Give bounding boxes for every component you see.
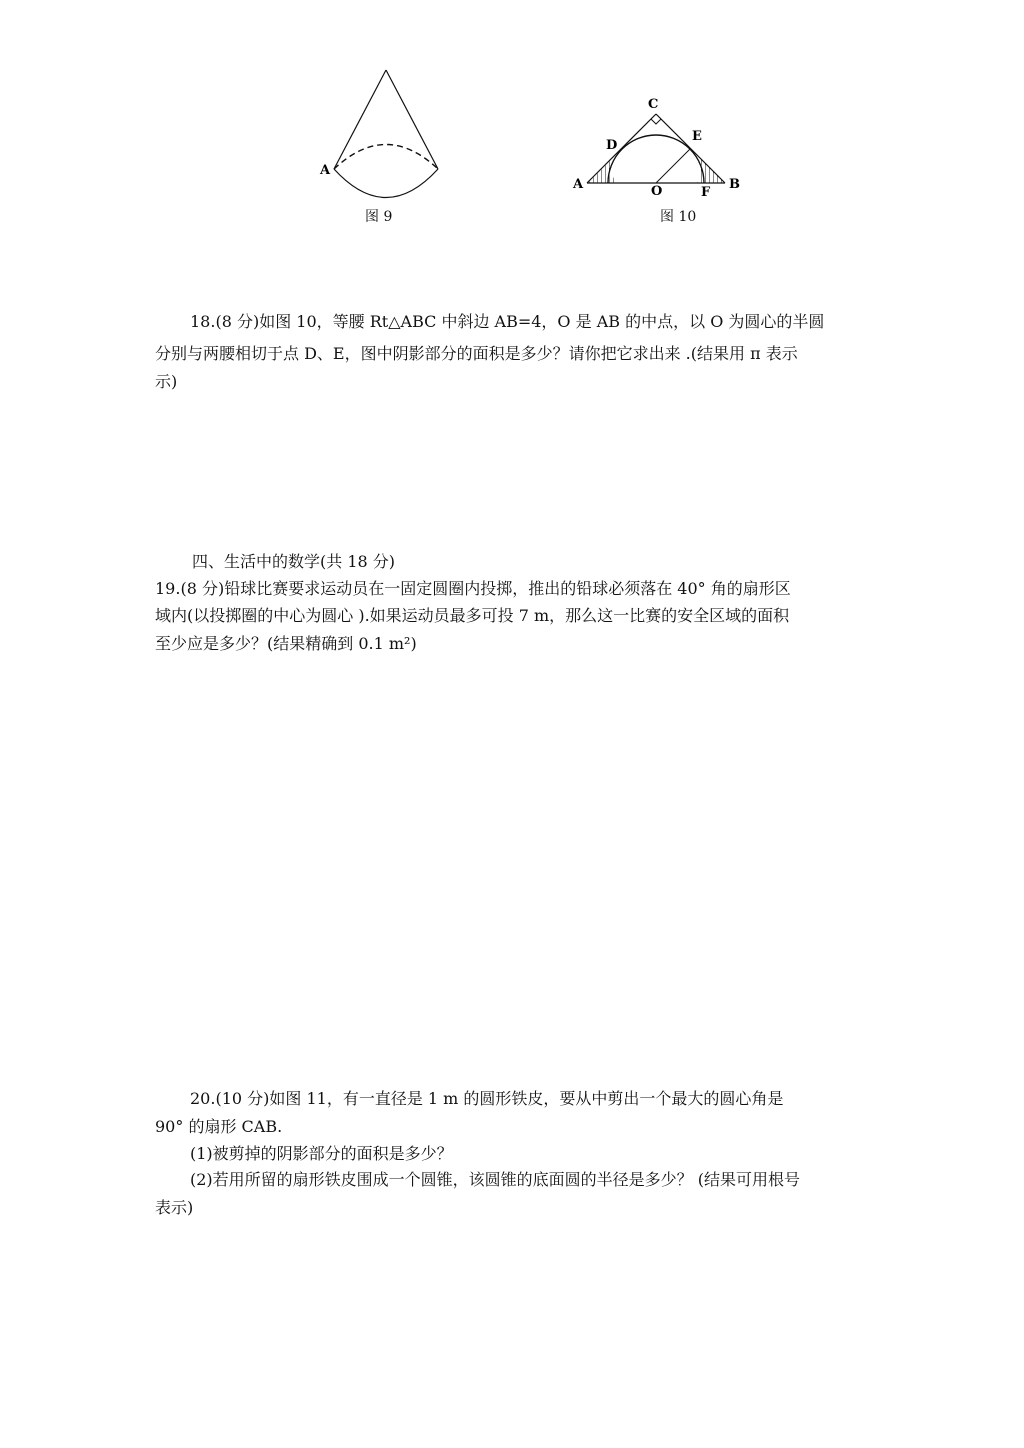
point-f-label: F — [701, 185, 711, 200]
question-20-line-2: 90° 的扇形 CAB. — [155, 1117, 283, 1136]
question-20-sub-1: (1)被剪掉的阴影部分的面积是多少？ — [190, 1144, 453, 1163]
question-18-line-2: 分别与两腰相切于点 D、E，图中阴影部分的面积是多少？请你把它求出来 .(结果用 π 表示 — [155, 344, 798, 363]
question-20-sub-2: (2)若用所留的扇形铁皮围成一个圆锥，该圆锥的底面圆的半径是多少？ (结果可用根号 — [190, 1170, 800, 1189]
point-d-label: D — [606, 138, 618, 153]
point-c-label: C — [648, 97, 659, 112]
question-19-line-1: 19.(8 分)铅球比赛要求运动员在一固定圆圈内投掷，推出的铅球必须落在 40° 角的扇形区 — [155, 579, 791, 598]
point-b-label: B — [729, 177, 740, 192]
figure-10-caption: 图 10 — [660, 209, 697, 225]
triangle-semicircle-diagram — [565, 90, 755, 200]
figure-9 — [310, 60, 460, 230]
figure-10 — [565, 90, 755, 200]
point-e-label: E — [692, 129, 702, 144]
question-20-line-1: 20.(10 分)如图 11，有一直径是 1 m 的圆形铁皮，要从中剪出一个最大的圆心角是 — [190, 1089, 784, 1108]
question-18-line-1: 18.(8 分)如图 10，等腰 Rt△ABC 中斜边 AB=4，O 是 AB 的中点，以 O 为圆心的半圆 — [190, 312, 825, 331]
question-19-line-2: 域内(以投掷圈的中心为圆心 ).如果运动员最多可投 7 m，那么这一比赛的安全区域的面积 — [155, 606, 790, 625]
question-18-line-3: 示) — [155, 372, 178, 391]
question-19-line-3: 至少应是多少？(结果精确到 0.1 m²) — [155, 634, 417, 653]
question-20-sub-2-cont: 表示) — [155, 1198, 194, 1217]
point-a-label-fig10: A — [573, 177, 584, 192]
section-4-heading: 四、生活中的数学(共 18 分) — [192, 552, 396, 571]
point-a-label: A — [320, 163, 331, 178]
figure-9-caption: 图 9 — [365, 209, 393, 225]
cone-diagram — [310, 60, 460, 230]
point-o-label: O — [651, 184, 663, 199]
